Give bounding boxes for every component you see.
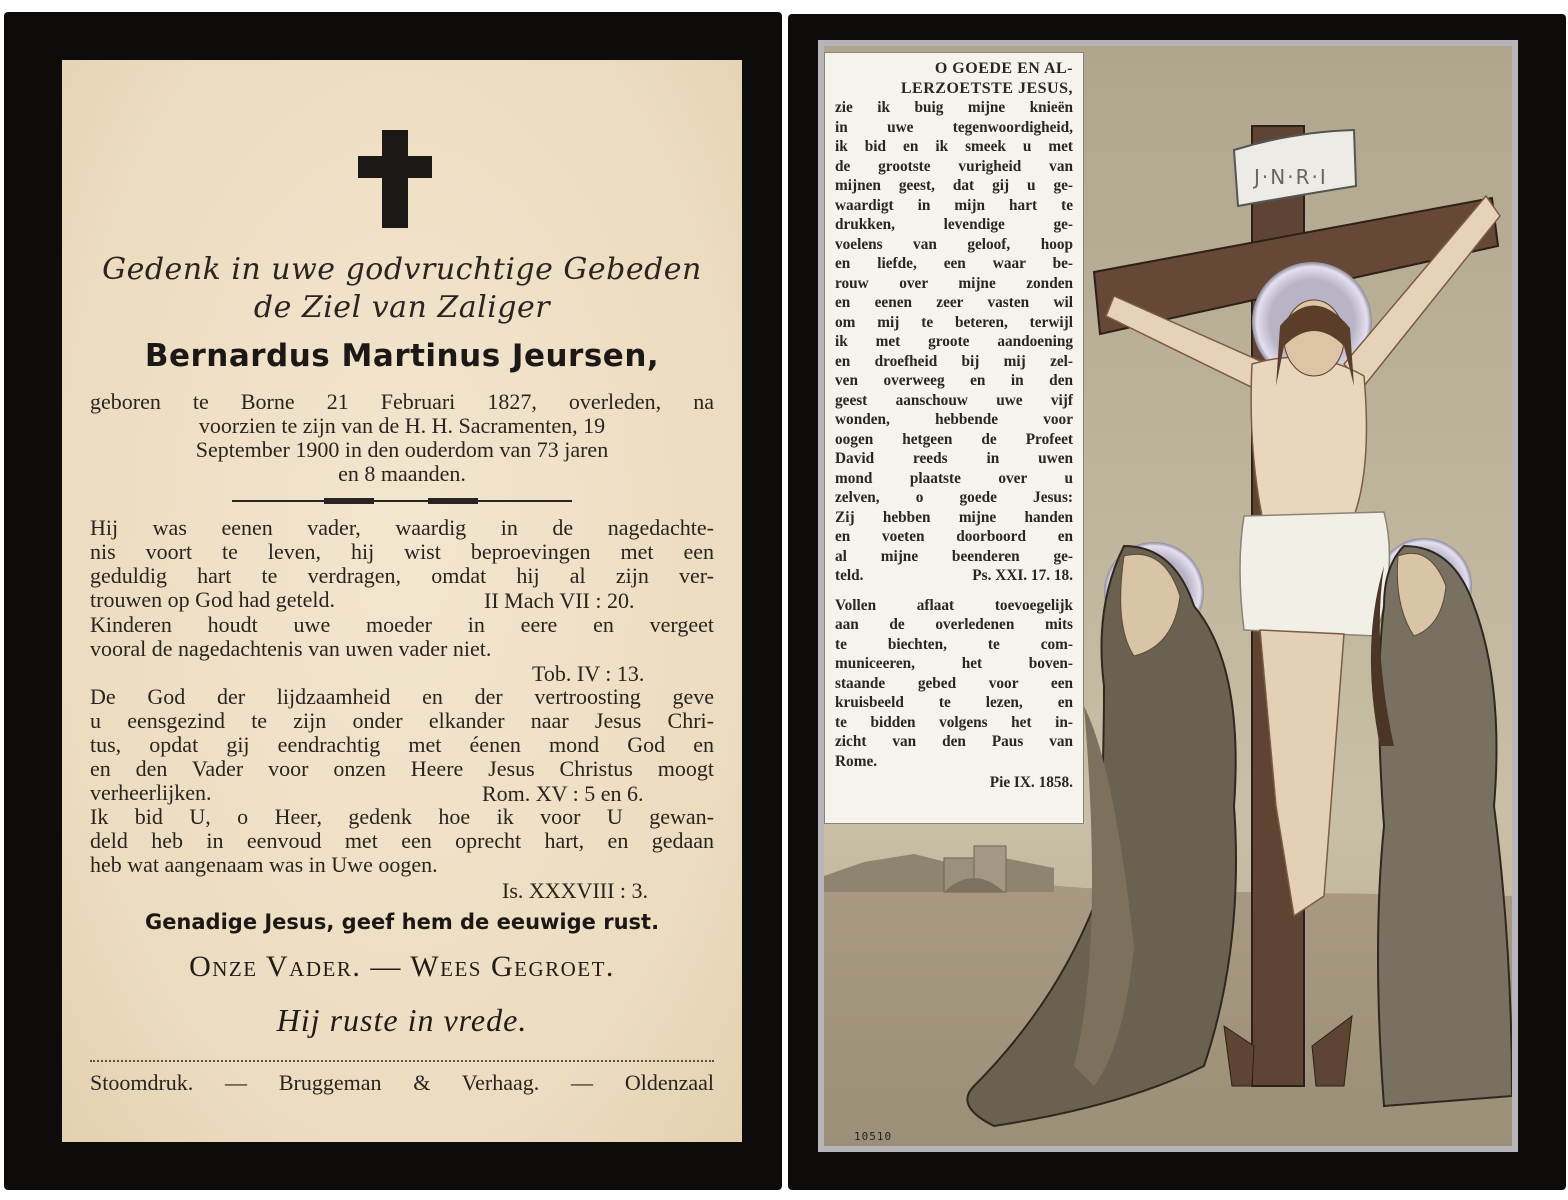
prayer-line: zelven, o goede Jesus: — [835, 489, 1073, 506]
verse-line: Kinderen houdt uwe moeder in eere en vergeet — [90, 612, 714, 637]
indulgence-line: kruisbeeld te lezen, en — [835, 694, 1073, 711]
scripture-reference: Rom. XV : 5 en 6. — [482, 781, 644, 806]
prayer-line: ik bid en ik smeek u met — [835, 138, 1073, 155]
verse-line: nis voort te leven, hij wist beproevingen met een — [90, 539, 714, 564]
rest-in-peace: Hij ruste in vrede. — [276, 1002, 528, 1038]
bio-line: voorzien te zijn van de H. H. Sacramenten, 19 — [198, 413, 606, 438]
prayer-line: waardigt in mijn hart te — [835, 196, 1073, 214]
prayer-line: om mij te beteren, terwijl — [835, 313, 1073, 331]
memorial-card-front — [4, 12, 782, 1190]
silver-frame — [818, 40, 1518, 1152]
prayer-line: en voeten doorboord en — [835, 528, 1073, 545]
prayer-signature: Pie IX. 1858. — [989, 774, 1073, 791]
prayer-line: zie ik buig mijne knieën — [835, 99, 1073, 116]
ornamental-divider — [232, 498, 572, 504]
verse-line: tus, opdat gij eendrachtig met éenen mond God en — [90, 732, 714, 757]
indulgence-line: Rome. — [835, 752, 878, 770]
bio-line: September 1900 in den ouderdom van 73 jaren — [195, 437, 609, 462]
prayer-line: rouw over mijne zonden — [835, 274, 1073, 292]
indulgence-line: te bidden volgens het in- — [835, 713, 1073, 731]
prayer-line: en liefde, een waar be- — [835, 255, 1073, 272]
indulgence-line: municeeren, het boven- — [835, 655, 1073, 672]
bio-line: geboren te Borne 21 Februari 1827, overleden, na — [90, 389, 714, 414]
prayer-text-panel — [824, 52, 1084, 824]
prayer-line: ven overweeg en in den — [835, 372, 1073, 389]
verse-line: geduldig hart te verdragen, omdat hij al zijn ver- — [90, 563, 714, 588]
deceased-name: Bernardus Martinus Jeursen, — [144, 338, 660, 374]
prayer-line: in uwe tegenwoordigheid, — [835, 118, 1073, 136]
plate-number: 10510 — [854, 1130, 893, 1143]
prayer-line: al mijne beenderen ge- — [835, 547, 1073, 565]
card-paper — [62, 60, 742, 1142]
verse-line: De God der lijdzaamheid en der vertroosting geve — [90, 684, 714, 709]
footer-divider — [90, 1060, 714, 1062]
verse-line: u eensgezind te zijn onder elkander naar Jesus Chri- — [90, 708, 714, 733]
invocation-line-2: de Ziel van Zaliger — [253, 290, 551, 325]
indulgence-line: Vollen aflaat toevoegelijk — [835, 596, 1073, 614]
verse-line: Hij was eenen vader, waardig in de nagedachte- — [90, 515, 714, 540]
indulgence-line: zicht van den Paus van — [835, 733, 1073, 750]
scripture-reference: Is. XXXVIII : 3. — [502, 878, 649, 903]
prayer-line: geest aanschouw uwe vijf — [835, 391, 1073, 409]
verse-line: Ik bid U, o Heer, gedenk hoe ik voor U gewan- — [90, 804, 714, 829]
prayer-line: oogen hetgeen de Profeet — [835, 430, 1073, 448]
indulgence-line: staande gebed voor een — [835, 674, 1073, 692]
prayer-line: en droefheid bij mij zel- — [835, 352, 1073, 370]
memorial-card-back — [788, 14, 1566, 1190]
indulgence-line: te biechten, te com- — [835, 635, 1073, 653]
bio-line: en 8 maanden. — [338, 461, 466, 486]
closing-prayer: Genadige Jesus, geef hem de eeuwige rust. — [144, 910, 660, 934]
printer-credit: Stoomdruk. — Bruggeman & Verhaag. — Oldenzaal — [90, 1070, 714, 1095]
verse-line: trouwen op God had geteld. — [90, 587, 335, 612]
verse-line: vooral de nagedachtenis van uwen vader niet. — [90, 636, 492, 661]
prayer-line: wonden, hebbende voor — [835, 411, 1073, 428]
prayer-line: de grootste vurigheid van — [835, 157, 1073, 175]
prayer-heading-line: O GOEDE EN AL- — [934, 60, 1073, 77]
scripture-reference: II Mach VII : 20. — [484, 588, 635, 613]
prayer-line: mijnen geest, dat gij u ge- — [835, 177, 1073, 194]
prayer-line: en eenen zeer vasten wil — [835, 294, 1073, 311]
prayer-line: mond plaatste over u — [835, 469, 1073, 487]
prayer-line: drukken, levendige ge- — [835, 216, 1073, 233]
scripture-reference: Tob. IV : 13. — [532, 661, 645, 686]
verse-line: verheerlijken. — [90, 780, 212, 805]
titulus-inscription: J·N·R·I — [1254, 165, 1328, 189]
verse-line: heb wat aangenaam was in Uwe oogen. — [90, 852, 438, 877]
crucifixion-illustration — [824, 46, 1512, 1146]
invocation-line-1: Gedenk in uwe godvruchtige Gebeden — [102, 252, 702, 287]
prayer-heading-line: LERZOETSTE JESUS, — [900, 79, 1073, 97]
prayer-line: ik met groote aandoening — [835, 333, 1073, 350]
prayer-line: Zij hebben mijne handen — [835, 508, 1073, 526]
cross-icon — [358, 130, 432, 228]
indulgence-line: aan de overledenen mits — [835, 616, 1073, 633]
prayer-line: voelens van geloof, hoop — [835, 235, 1073, 253]
prayer-line: David reeds in uwen — [835, 450, 1073, 467]
prayer-line: Ps. XXI. 17. 18. — [972, 567, 1073, 584]
prayer-names: Onze Vader. — Wees Gegroet. — [189, 950, 615, 983]
verse-line: en den Vader voor onzen Heere Jesus Christus moogt — [90, 756, 714, 781]
prayer-line: teld. — [835, 567, 864, 584]
verse-line: deld heb in eenvoud met een oprecht hart, en gedaan — [90, 828, 714, 853]
